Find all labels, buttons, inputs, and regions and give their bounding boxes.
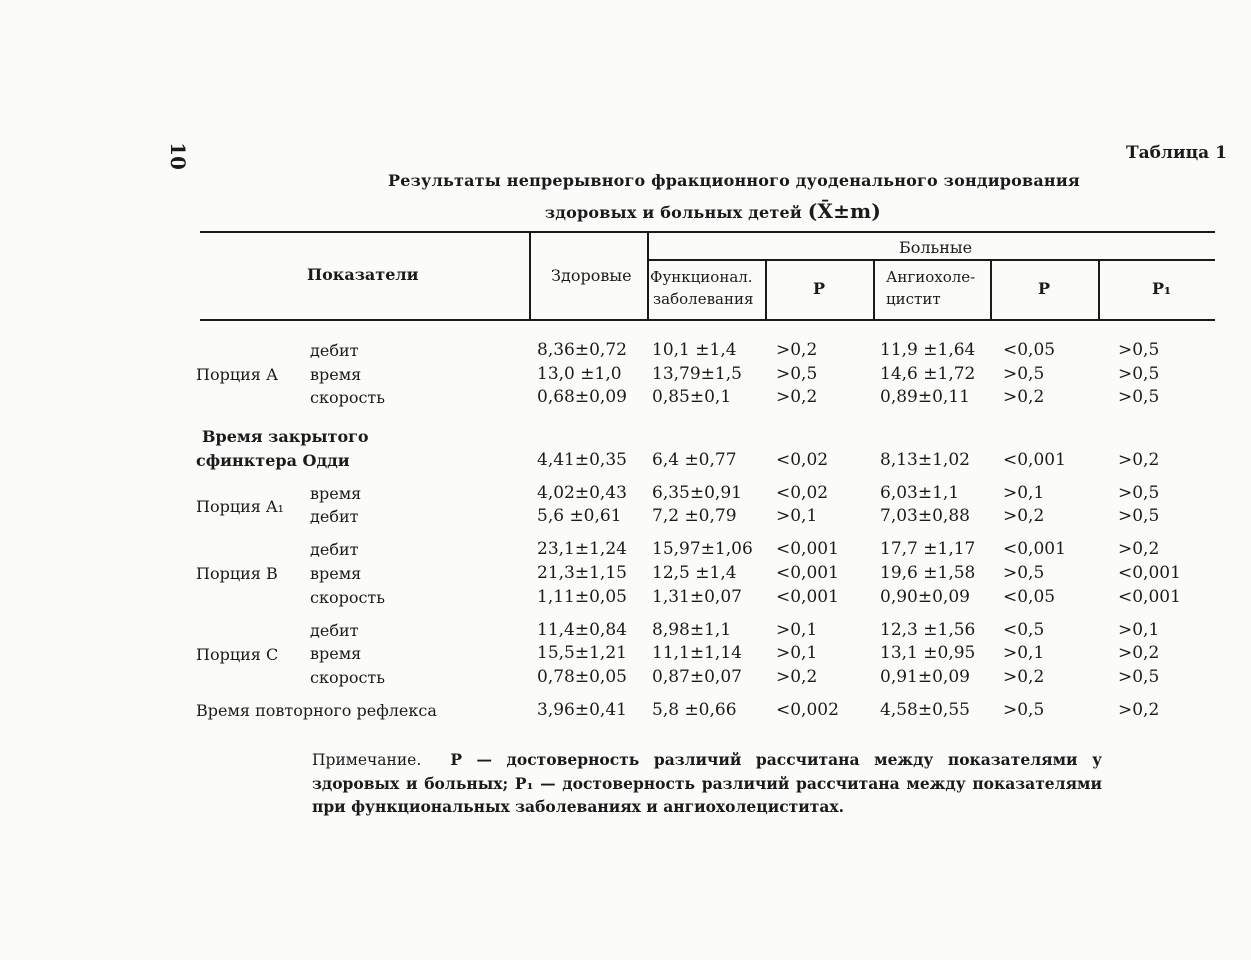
cell-p2: >0,1 <box>1003 483 1045 503</box>
header-divider <box>1098 260 1100 319</box>
row-sublabel: дебит <box>310 621 359 640</box>
header-angio-line2: цистит <box>886 290 941 308</box>
cell-healthy: 21,3±1,15 <box>537 563 627 583</box>
row-sublabel: дебит <box>310 341 359 360</box>
cell-healthy: 8,36±0,72 <box>537 340 627 360</box>
cell-functional: 13,79±1,5 <box>652 364 742 384</box>
cell-p1: >0,5 <box>1118 483 1160 503</box>
group-label-repeat-reflex: Время повторного рефлекса <box>196 701 437 720</box>
cell-functional: 15,97±1,06 <box>652 539 753 559</box>
cell-healthy: 23,1±1,24 <box>537 539 627 559</box>
cell-p1: >0,1 <box>1118 620 1160 640</box>
table-top-rule <box>200 231 1215 233</box>
cell-p2: <0,001 <box>1003 539 1066 559</box>
row-sublabel: скорость <box>310 588 385 607</box>
cell-p: <0,02 <box>776 483 829 503</box>
header-functional-line2: заболевания <box>653 290 754 308</box>
cell-p1: <0,001 <box>1118 587 1181 607</box>
cell-angio: 12,3 ±1,56 <box>880 620 976 640</box>
cell-p1: >0,2 <box>1118 539 1160 559</box>
row-sublabel: дебит <box>310 540 359 559</box>
cell-angio: 0,91±0,09 <box>880 667 970 687</box>
header-sick: Больные <box>899 238 973 257</box>
cell-p1: >0,2 <box>1118 700 1160 720</box>
header-indicators: Показатели <box>307 265 419 284</box>
cell-healthy: 11,4±0,84 <box>537 620 627 640</box>
row-sublabel: время <box>310 365 362 384</box>
cell-p2: >0,5 <box>1003 563 1045 583</box>
header-divider <box>765 260 767 319</box>
cell-angio: 14,6 ±1,72 <box>880 364 976 384</box>
header-p: P <box>813 279 826 298</box>
cell-healthy: 5,6 ±0,61 <box>537 506 622 526</box>
cell-p1: >0,2 <box>1118 643 1160 663</box>
note-text: P — достоверность различий рассчитана между показателями у здоровых и больных; P₁ — достоверность различий рассчитана между показателями при функциональных заболеваниях и ангиохолециститах. <box>312 750 1102 816</box>
table-title-formula: (X̄±m) <box>807 199 882 223</box>
cell-p: >0,2 <box>776 667 818 687</box>
cell-healthy: 4,41±0,35 <box>537 450 627 470</box>
cell-angio: 8,13±1,02 <box>880 450 970 470</box>
header-divider <box>873 260 875 319</box>
cell-p2: <0,05 <box>1003 340 1056 360</box>
cell-p: >0,1 <box>776 506 818 526</box>
cell-p: <0,001 <box>776 587 839 607</box>
row-sublabel: скорость <box>310 388 385 407</box>
table-title-line2 <box>388 199 1038 223</box>
cell-p1: <0,001 <box>1118 563 1181 583</box>
cell-p2: <0,001 <box>1003 450 1066 470</box>
cell-functional: 6,4 ±0,77 <box>652 450 737 470</box>
cell-angio: 19,6 ±1,58 <box>880 563 976 583</box>
cell-p2: >0,2 <box>1003 387 1045 407</box>
row-sublabel: время <box>310 644 362 663</box>
cell-p2: >0,2 <box>1003 667 1045 687</box>
row-sublabel: время <box>310 564 362 583</box>
cell-p: <0,02 <box>776 450 829 470</box>
cell-p: <0,001 <box>776 539 839 559</box>
cell-angio: 6,03±1,1 <box>880 483 960 503</box>
cell-functional: 7,2 ±0,79 <box>652 506 737 526</box>
cell-angio: 0,89±0,11 <box>880 387 970 407</box>
cell-healthy: 0,78±0,05 <box>537 667 627 687</box>
table-title-line1: Результаты непрерывного фракционного дуоденального зондирования <box>388 171 1080 190</box>
header-angio-line1: Ангиохоле- <box>886 268 976 286</box>
cell-healthy: 15,5±1,21 <box>537 643 627 663</box>
cell-p: >0,5 <box>776 364 818 384</box>
table-note <box>312 748 1102 818</box>
cell-angio: 13,1 ±0,95 <box>880 643 976 663</box>
cell-p2: <0,05 <box>1003 587 1056 607</box>
cell-functional: 10,1 ±1,4 <box>652 340 737 360</box>
header-divider <box>529 233 531 319</box>
cell-healthy: 0,68±0,09 <box>537 387 627 407</box>
cell-p2: >0,2 <box>1003 506 1045 526</box>
cell-p: >0,2 <box>776 387 818 407</box>
header-p1: P₁ <box>1152 279 1172 298</box>
header-functional-line1: Функционал. <box>650 268 753 286</box>
group-label-portion-c: Порция С <box>196 645 279 664</box>
cell-healthy: 4,02±0,43 <box>537 483 627 503</box>
group-label-portion-a: Порция А <box>196 365 279 384</box>
note-lead: Примечание. <box>312 751 422 769</box>
cell-p2: >0,1 <box>1003 643 1045 663</box>
cell-functional: 11,1±1,14 <box>652 643 742 663</box>
table-title-line2-text: здоровых и больных детей <box>544 203 808 222</box>
cell-angio: 0,90±0,09 <box>880 587 970 607</box>
cell-p1: >0,5 <box>1118 506 1160 526</box>
group-label-closed-line2: сфинктера Одди <box>196 451 350 470</box>
cell-functional: 0,85±0,1 <box>652 387 732 407</box>
cell-functional: 0,87±0,07 <box>652 667 742 687</box>
cell-functional: 8,98±1,1 <box>652 620 732 640</box>
cell-p: <0,002 <box>776 700 839 720</box>
group-label-closed-line1: Время закрытого <box>202 427 369 446</box>
header-healthy: Здоровые <box>551 266 632 285</box>
cell-p1: >0,5 <box>1118 340 1160 360</box>
cell-p2: >0,5 <box>1003 700 1045 720</box>
cell-healthy: 13,0 ±1,0 <box>537 364 622 384</box>
row-sublabel: время <box>310 484 362 503</box>
cell-healthy: 1,11±0,05 <box>537 587 627 607</box>
row-sublabel: скорость <box>310 668 385 687</box>
cell-angio: 7,03±0,88 <box>880 506 970 526</box>
cell-functional: 5,8 ±0,66 <box>652 700 737 720</box>
cell-functional: 1,31±0,07 <box>652 587 742 607</box>
cell-p2: <0,5 <box>1003 620 1045 640</box>
cell-p1: >0,5 <box>1118 667 1160 687</box>
cell-healthy: 3,96±0,41 <box>537 700 627 720</box>
group-label-portion-b: Порция В <box>196 564 278 583</box>
cell-p: >0,1 <box>776 620 818 640</box>
cell-p1: >0,5 <box>1118 387 1160 407</box>
cell-p2: >0,5 <box>1003 364 1045 384</box>
cell-p1: >0,5 <box>1118 364 1160 384</box>
cell-p: <0,001 <box>776 563 839 583</box>
header-p2: P <box>1038 279 1051 298</box>
header-divider <box>990 260 992 319</box>
cell-angio: 11,9 ±1,64 <box>880 340 976 360</box>
table-label: Таблица 1 <box>1126 143 1227 163</box>
cell-functional: 6,35±0,91 <box>652 483 742 503</box>
sick-header-rule <box>648 259 1215 261</box>
header-divider <box>647 233 649 319</box>
row-sublabel: дебит <box>310 507 359 526</box>
page-number: 10 <box>165 142 190 170</box>
cell-p: >0,1 <box>776 643 818 663</box>
cell-p1: >0,2 <box>1118 450 1160 470</box>
cell-p: >0,2 <box>776 340 818 360</box>
group-label-portion-a1: Порция A₁ <box>196 497 284 516</box>
cell-angio: 4,58±0,55 <box>880 700 970 720</box>
cell-functional: 12,5 ±1,4 <box>652 563 737 583</box>
header-bottom-rule <box>200 319 1215 321</box>
cell-angio: 17,7 ±1,17 <box>880 539 976 559</box>
